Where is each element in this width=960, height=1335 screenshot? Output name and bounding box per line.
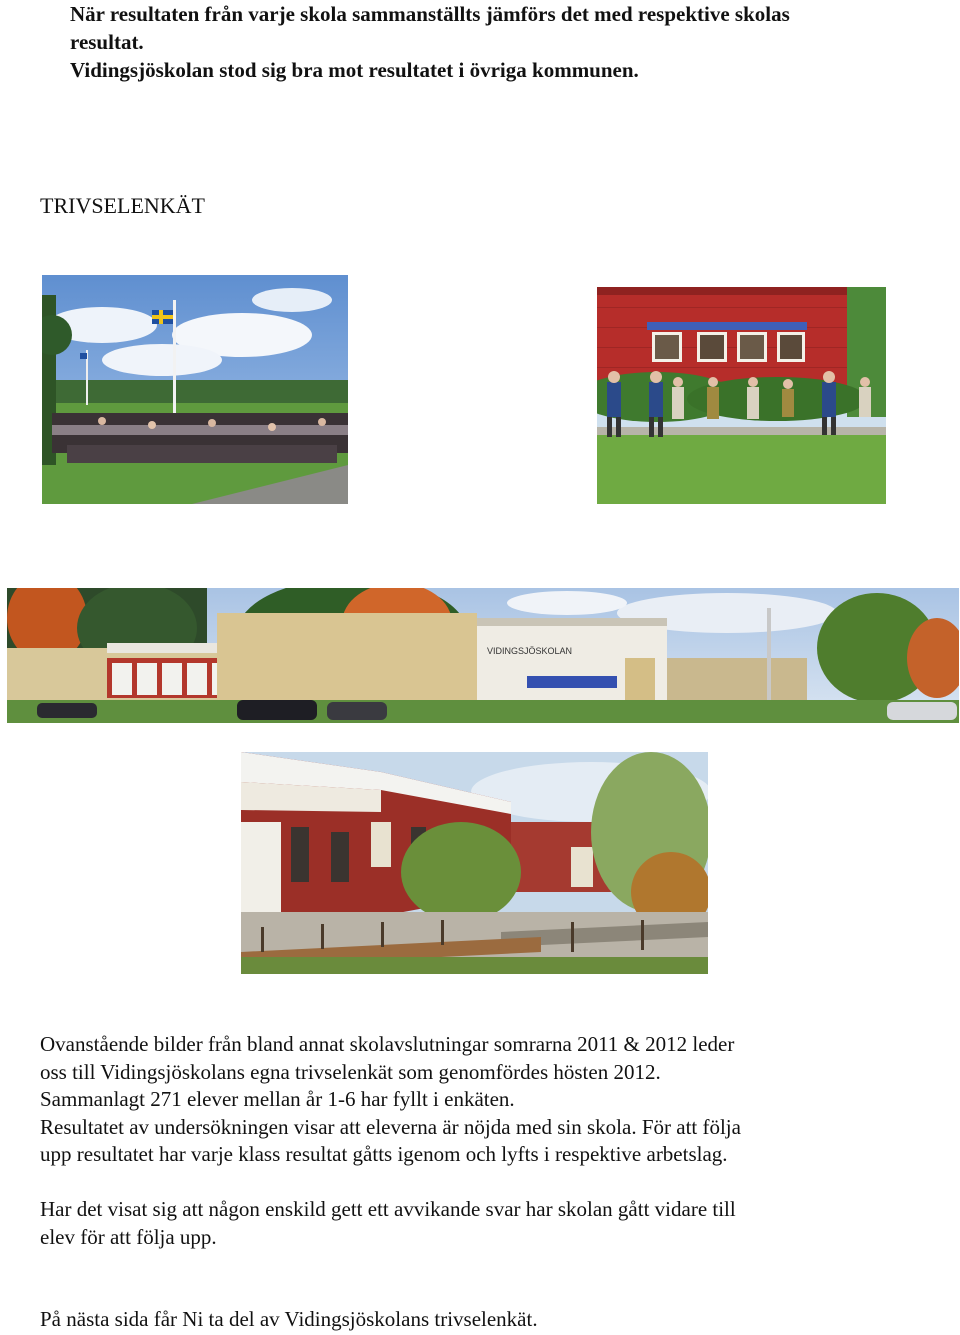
body-line-8: På nästa sida får Ni ta del av Vidingsjöskolans trivselenkät. (40, 1307, 538, 1331)
body-line-5: upp resultatet har varje klass resultat gåtts igenom och lyfts i respektive arbetslag. (40, 1142, 728, 1166)
intro-line-2: resultat. (70, 30, 144, 54)
body-line-7: elev för att följa upp. (40, 1225, 217, 1249)
photo-school-panorama (7, 588, 959, 723)
body-line-6: Har det visat sig att någon enskild gett ett avvikande svar har skolan gått vidare till (40, 1197, 736, 1221)
body-line-3: Sammanlagt 271 elever mellan år 1-6 har fyllt i enkäten. (40, 1087, 515, 1111)
photo-children-walking (597, 287, 886, 504)
school-sign: VIDINGSJÖSKOLAN (487, 646, 573, 656)
body-line-4: Resultatet av undersökningen visar att eleverna är nöjda med sin skola. För att följa (40, 1115, 741, 1139)
intro-line-1: När resultaten från varje skola sammanställts jämförs det med respektive skolas (70, 2, 790, 26)
photo-flag-ceremony (42, 275, 348, 504)
intro-line-3: Vidingsjöskolan stod sig bra mot resultatet i övriga kommunen. (70, 58, 639, 82)
section-heading: TRIVSELENKÄT (40, 193, 205, 218)
body-line-1: Ovanstående bilder från bland annat skolavslutningar somrarna 2011 & 2012 leder (40, 1032, 735, 1056)
photo-school-courtyard (241, 752, 708, 974)
body-line-2: oss till Vidingsjöskolans egna trivselenkät som genomfördes hösten 2012. (40, 1060, 661, 1084)
